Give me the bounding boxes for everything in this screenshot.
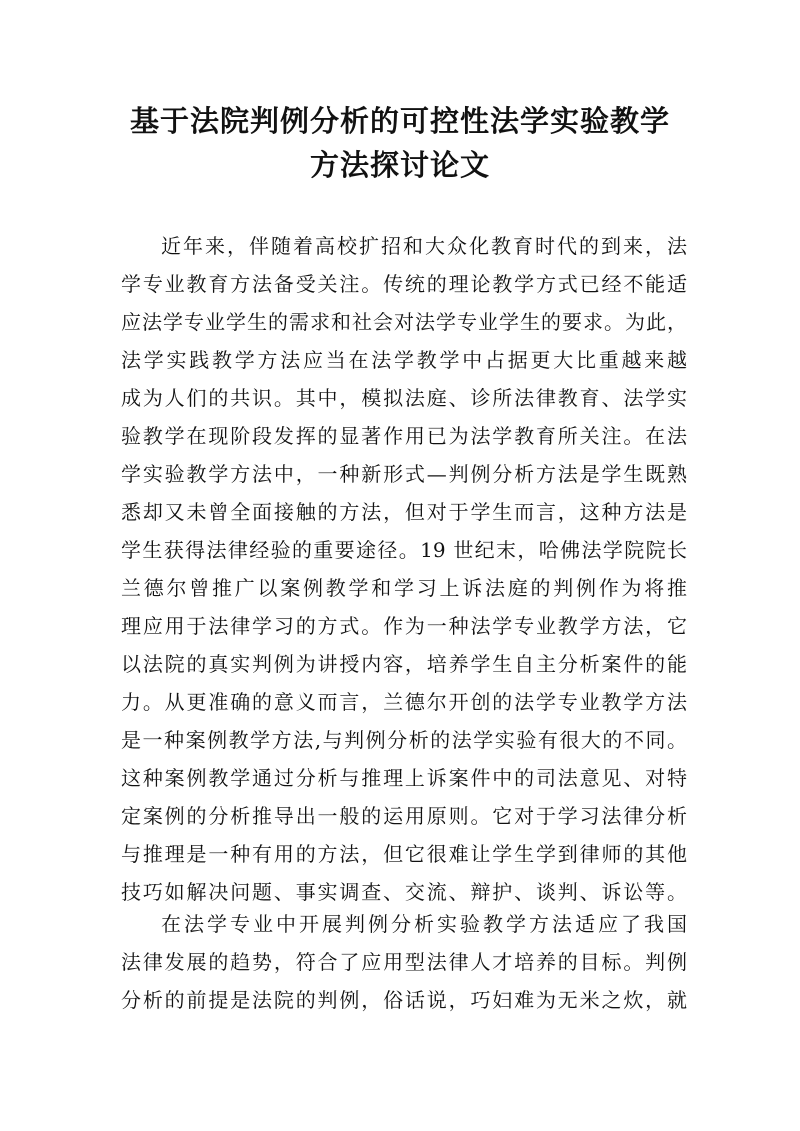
document-title-line-1: 基于法院判例分析的可控性法学实验教学 <box>129 104 670 138</box>
paragraph-line: 法学实践教学方法应当在法学教学中占据更大比重越来越 <box>121 348 687 372</box>
paragraph-line: 是一种案例教学方法,与判例分析的法学实验有很大的不同。 <box>121 728 687 752</box>
paragraph-line: 法律发展的趋势，符合了应用型法律人才培养的目标。判例 <box>121 950 687 974</box>
paragraph-line: 学专业教育方法备受关注。传统的理论教学方式已经不能适 <box>121 272 687 296</box>
paragraph-line: 悉却又未曾全面接触的方法，但对于学生而言，这种方法是 <box>121 500 687 524</box>
paragraph-line: 学生获得法律经验的重要途径。19 世纪末，哈佛法学院院长 <box>121 538 687 562</box>
paragraph-line: 学实验教学方法中，一种新形式—判例分析方法是学生既熟 <box>121 462 687 486</box>
paragraph-1 <box>121 227 687 911</box>
paragraph-line: 技巧如解决问题、事实调查、交流、辩护、谈判、诉讼等。 <box>121 880 687 904</box>
paragraph-line: 验教学在现阶段发挥的显著作用已为法学教育所关注。在法 <box>121 424 687 448</box>
paragraph-line: 应法学专业学生的需求和社会对法学专业学生的要求。为此， <box>121 310 687 334</box>
paragraph-line: 这种案例教学通过分析与推理上诉案件中的司法意见、对特 <box>121 766 687 790</box>
document-title-line-2: 方法探讨论文 <box>309 148 490 182</box>
paragraph-2 <box>121 905 687 1019</box>
paragraph-line: 成为人们的共识。其中，模拟法庭、诊所法律教育、法学实 <box>121 386 687 410</box>
paragraph-line: 分析的前提是法院的判例，俗话说，巧妇难为无米之炊，就 <box>121 988 687 1012</box>
paragraph-line: 力。从更准确的意义而言，兰德尔开创的法学专业教学方法 <box>121 690 687 714</box>
paragraph-line: 近年来，伴随着高校扩招和大众化教育时代的到来，法 <box>161 234 687 258</box>
paragraph-line: 定案例的分析推导出一般的运用原则。它对于学习法律分析 <box>121 804 687 828</box>
paragraph-line: 理应用于法律学习的方式。作为一种法学专业教学方法，它 <box>121 614 687 638</box>
paragraph-line: 在法学专业中开展判例分析实验教学方法适应了我国 <box>161 912 687 936</box>
paragraph-line: 与推理是一种有用的方法，但它很难让学生学到律师的其他 <box>121 842 687 866</box>
paragraph-line: 以法院的真实判例为讲授内容，培养学生自主分析案件的能 <box>121 652 687 676</box>
paragraph-line: 兰德尔曾推广以案例教学和学习上诉法庭的判例作为将推 <box>121 576 687 600</box>
